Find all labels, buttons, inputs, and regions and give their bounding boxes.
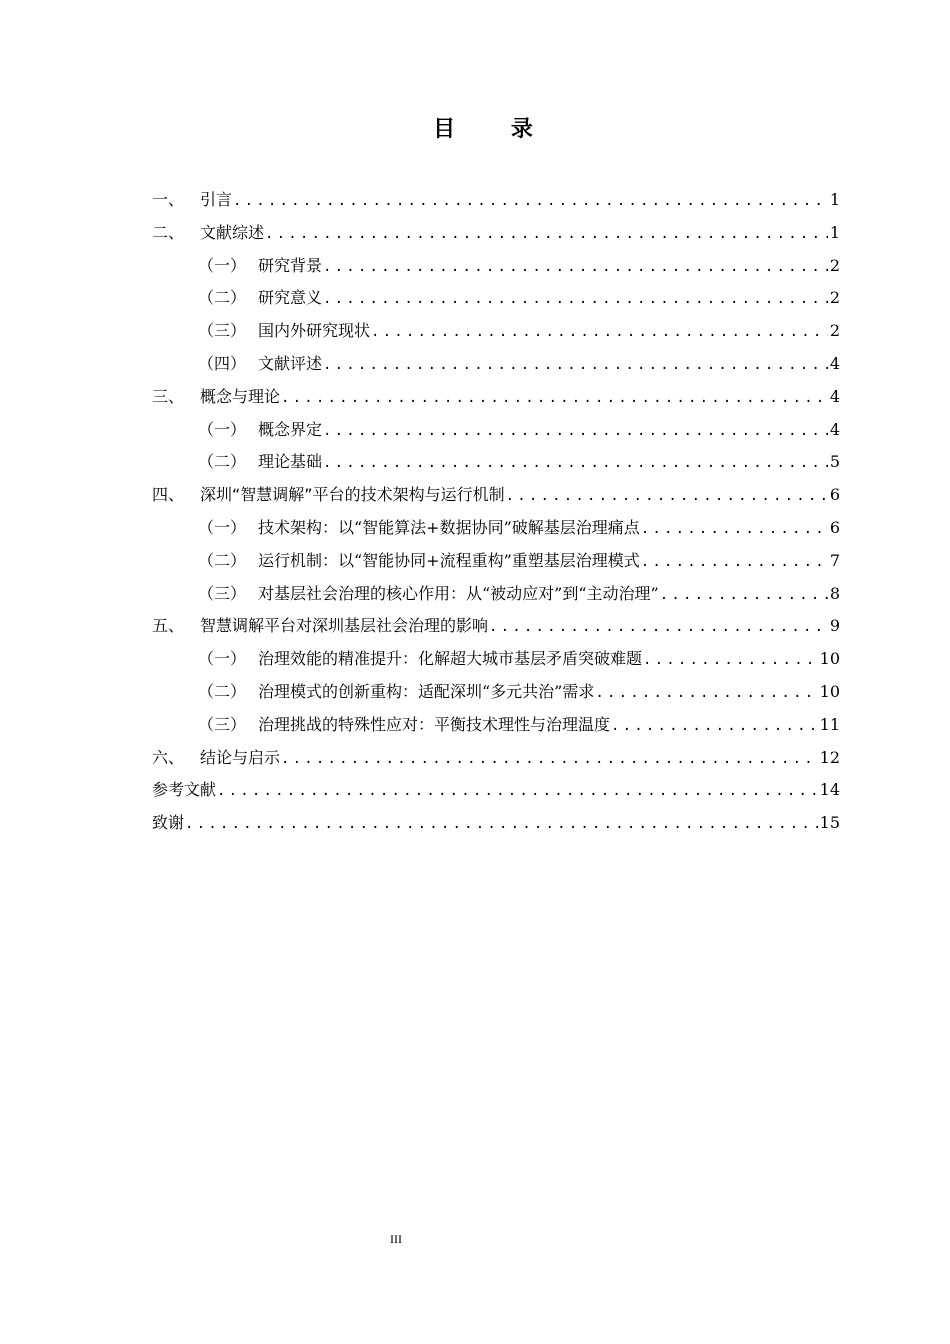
toc-entry-title: 文献综述 xyxy=(200,222,265,242)
toc-dot-leader xyxy=(233,185,828,218)
toc-entry[interactable] xyxy=(152,742,840,775)
toc-entry-number: （三） xyxy=(198,321,247,341)
toc-entry-page: 10 xyxy=(819,649,840,669)
toc-entry-page: 7 xyxy=(829,550,840,570)
toc-entry-page: 4 xyxy=(829,386,840,406)
toc-entry[interactable] xyxy=(152,709,840,742)
toc-dot-leader xyxy=(660,579,828,612)
toc-entry-number: （一） xyxy=(198,517,247,537)
toc-entry[interactable] xyxy=(152,807,840,840)
toc-entry-page: 2 xyxy=(829,255,840,275)
toc-entry-title: 致谢 xyxy=(152,813,185,833)
toc-entry-title: 引言 xyxy=(200,190,233,209)
toc-entry-title: 运行机制：以“智能协同+流程重构”重塑基层治理模式 xyxy=(258,550,640,570)
toc-entry-page: 1 xyxy=(829,190,840,209)
toc-entry-page: 15 xyxy=(819,813,840,833)
toc-entry[interactable] xyxy=(152,479,840,512)
toc-entry-page: 14 xyxy=(819,780,840,800)
toc-entry-title: 智慧调解平台对深圳基层社会治理的影响 xyxy=(200,616,489,636)
toc-entry[interactable] xyxy=(152,348,840,381)
toc-entry[interactable] xyxy=(152,512,840,545)
toc-entry[interactable] xyxy=(152,578,840,611)
toc-entry[interactable] xyxy=(152,250,840,283)
toc-entry-title: 对基层社会治理的核心作用：从“被动应对”到“主动治理” xyxy=(258,583,659,603)
toc-entry-number: （一） xyxy=(198,419,247,439)
toc-entry[interactable] xyxy=(152,217,840,250)
toc-entry[interactable] xyxy=(152,545,840,578)
toc-entry-number: 四、 xyxy=(152,485,185,505)
toc-entry-page: 2 xyxy=(829,321,840,341)
page-number: III xyxy=(390,1232,402,1246)
toc-entry-number: （二） xyxy=(198,550,247,570)
toc-dot-leader xyxy=(595,677,817,710)
toc-entry-title: 概念与理论 xyxy=(200,386,281,406)
toc-entry-page: 10 xyxy=(819,681,840,701)
toc-entry-title: 治理效能的精准提升：化解超大城市基层矛盾突破难题 xyxy=(258,649,643,669)
toc-entry[interactable] xyxy=(152,676,840,709)
toc-dot-leader xyxy=(323,447,828,480)
toc-entry[interactable] xyxy=(152,315,840,348)
toc-entry-number: （二） xyxy=(198,288,247,308)
toc-dot-leader xyxy=(641,513,828,546)
toc-entry-number: 三、 xyxy=(152,386,185,406)
toc-entry[interactable] xyxy=(152,184,840,217)
toc-entry-page: 4 xyxy=(829,353,840,373)
toc-dot-leader xyxy=(641,546,828,579)
toc-entry[interactable] xyxy=(152,610,840,643)
toc-dot-leader xyxy=(323,283,828,316)
toc-entry[interactable] xyxy=(152,643,840,676)
toc-entry-page: 5 xyxy=(829,452,840,472)
toc-entry-title: 研究意义 xyxy=(258,288,323,308)
toc-entry-title: 理论基础 xyxy=(258,452,323,472)
toc-entry-page: 9 xyxy=(829,616,840,636)
toc-entry-page: 8 xyxy=(829,583,840,603)
toc-dot-leader xyxy=(185,808,818,841)
toc-entry-page: 11 xyxy=(819,714,840,734)
toc-entry-number: 一、 xyxy=(152,190,185,209)
toc-entry-number: （一） xyxy=(198,649,247,669)
toc-entry-number: 二、 xyxy=(152,222,185,242)
toc-dot-leader xyxy=(323,251,828,284)
toc-entry-page: 4 xyxy=(829,419,840,439)
toc-dot-leader xyxy=(371,316,828,349)
toc-dot-leader xyxy=(489,611,828,644)
toc-entry-page: 12 xyxy=(819,747,840,767)
toc-entry-number: （三） xyxy=(198,583,247,603)
toc-entry-title: 文献评述 xyxy=(258,353,323,373)
toc-entry-title: 技术架构：以“智能算法+数据协同”破解基层治理痛点 xyxy=(258,517,640,537)
toc-entry-number: （一） xyxy=(198,255,247,275)
toc-entry-number: （四） xyxy=(198,353,247,373)
toc-entry-number: （二） xyxy=(198,681,247,701)
toc-entry-title: 概念界定 xyxy=(258,419,323,439)
toc-entry-page: 6 xyxy=(829,485,840,505)
toc-entry-title: 结论与启示 xyxy=(200,747,281,767)
toc-entry[interactable] xyxy=(152,381,840,414)
toc-entry-page: 6 xyxy=(829,517,840,537)
toc-entry-page: 2 xyxy=(829,288,840,308)
toc-entry-number: （三） xyxy=(198,714,247,734)
toc-dot-leader xyxy=(506,480,828,513)
toc-dot-leader xyxy=(611,710,818,743)
toc-dot-leader xyxy=(323,415,828,448)
toc-entry-number: 六、 xyxy=(152,747,185,767)
toc-entry[interactable] xyxy=(152,774,840,807)
toc-dot-leader xyxy=(281,743,818,776)
toc-dot-leader xyxy=(323,349,828,382)
toc-entry-title: 治理挑战的特殊性应对：平衡技术理性与治理温度 xyxy=(258,714,611,734)
toc-dot-leader xyxy=(217,775,818,808)
toc-entry-title: 深圳“智慧调解”平台的技术架构与运行机制 xyxy=(200,485,505,505)
toc-entry[interactable] xyxy=(152,446,840,479)
toc-entry-title: 国内外研究现状 xyxy=(258,321,371,341)
table-of-contents xyxy=(152,184,840,840)
page-title: 目 录 xyxy=(433,117,557,142)
toc-entry-title: 治理模式的创新重构：适配深圳“多元共治”需求 xyxy=(258,681,595,701)
toc-dot-leader xyxy=(265,218,828,251)
toc-entry-page: 1 xyxy=(829,222,840,242)
toc-dot-leader xyxy=(643,644,818,677)
toc-entry-title: 参考文献 xyxy=(152,780,217,800)
toc-entry-number: 五、 xyxy=(152,616,185,636)
toc-entry-number: （二） xyxy=(198,452,247,472)
toc-entry-title: 研究背景 xyxy=(258,255,323,275)
toc-entry[interactable] xyxy=(152,414,840,447)
toc-dot-leader xyxy=(281,382,828,415)
toc-entry[interactable] xyxy=(152,282,840,315)
